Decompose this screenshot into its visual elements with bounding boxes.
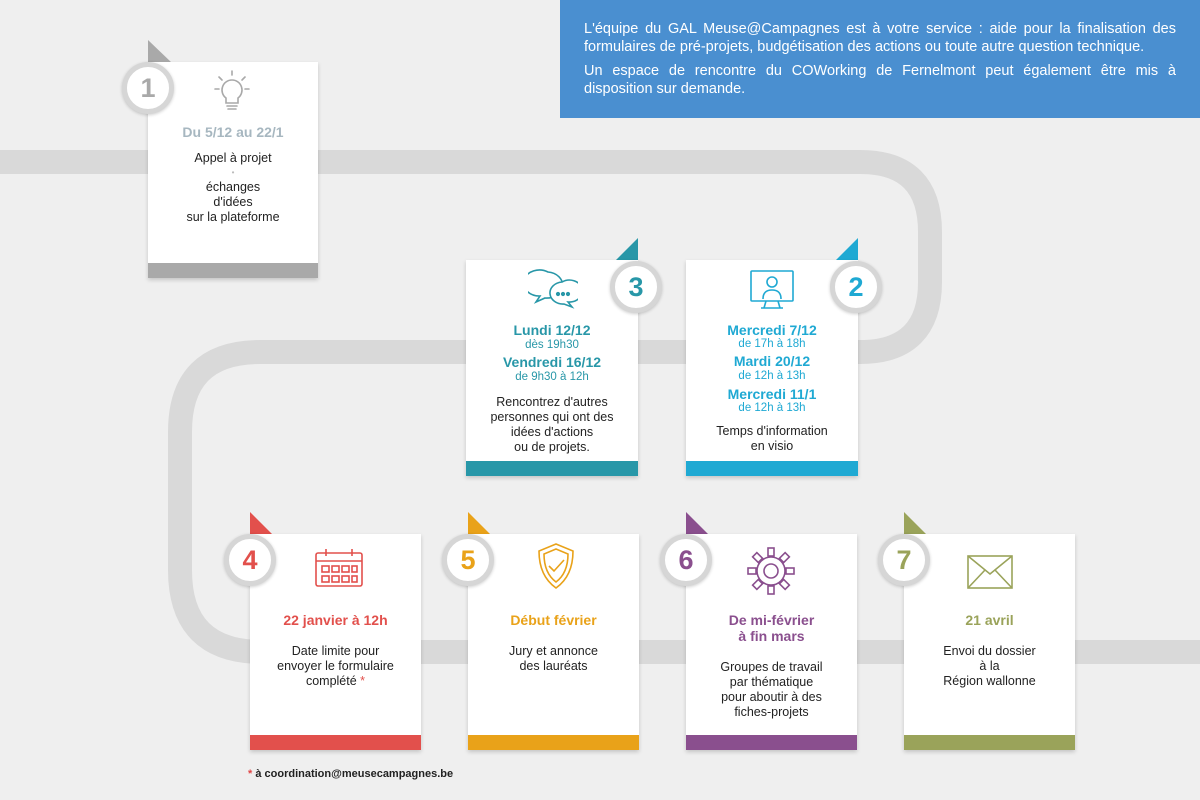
step-1-date: Du 5/12 au 22/1 (182, 124, 284, 140)
info-box (560, 0, 1200, 118)
step-3-line: idées d'actions (510, 425, 594, 439)
step-3-line: personnes qui ont des (490, 410, 614, 424)
gear-icon (746, 546, 796, 596)
step-6-date (686, 612, 857, 644)
step-3-session-2-time: de 9h30 à 12h (515, 371, 589, 383)
step-4-card (250, 534, 421, 750)
step-6-bar (686, 735, 857, 750)
step-3-session-1-time: dès 19h30 (525, 339, 579, 351)
shield-check-icon (536, 542, 576, 590)
step-4-number: 4 (224, 534, 276, 586)
step-4-line: complété (305, 674, 357, 688)
step-3-session-1-day: Lundi 12/12 (513, 322, 591, 338)
step-1-card (148, 62, 318, 278)
step-7-date: 21 avril (965, 612, 1014, 628)
step-1-description (148, 151, 318, 225)
step-5-line: des lauréats (519, 659, 588, 673)
step-6-line: pour aboutir à des (721, 690, 822, 704)
step-2-session-2-time: de 12h à 13h (738, 370, 806, 382)
step-2-session-1-day: Mercredi 7/12 (727, 322, 817, 338)
step-5-card (468, 534, 639, 750)
step-3-session-2-day: Vendredi 16/12 (502, 354, 602, 370)
step-5-number: 5 (442, 534, 494, 586)
step-6-line: fiches-projets (734, 705, 809, 719)
step-2-number: 2 (830, 261, 882, 313)
step-3-line: Rencontrez d'autres (496, 395, 608, 409)
info-paragraph-1: L'équipe du GAL Meuse@Campagnes est à votre service : aide pour la finalisation des formulaires de pré-projets, budgétisation des actions ou toute autre question technique. (584, 21, 1176, 55)
step-4-line: envoyer le formulaire (277, 659, 394, 673)
step-2-session-1-time: de 17h à 18h (738, 338, 806, 350)
step-7-line: à la (979, 659, 1000, 673)
chat-bubbles-icon (528, 268, 578, 310)
step-5-bar (468, 735, 639, 750)
step-1-separator: • (231, 168, 235, 177)
step-4-bar (250, 735, 421, 750)
step-4-line-with-asterisk (250, 674, 421, 689)
step-6-date-line: De mi-février (728, 612, 815, 628)
step-5-date: Début février (510, 612, 597, 628)
footnote-star: * (248, 768, 253, 780)
calendar-icon (314, 548, 364, 588)
step-1-number: 1 (122, 62, 174, 114)
step-4-description (250, 644, 421, 689)
step-2-line: Temps d'information (716, 424, 828, 438)
step-1-bar (148, 263, 318, 278)
step-6-description (686, 660, 857, 720)
computer-user-icon (749, 269, 795, 311)
step-2-bar (686, 461, 858, 476)
step-3-description (466, 395, 638, 455)
step-6-line: par thématique (729, 675, 814, 689)
step-1-line: échanges (205, 180, 261, 194)
step-7-line: Envoi du dossier (943, 644, 1036, 658)
step-1-line: d'idées (213, 195, 253, 209)
step-2-session-3-time: de 12h à 13h (738, 402, 806, 414)
step-4-date: 22 janvier à 12h (283, 612, 388, 628)
lightbulb-icon (212, 70, 252, 116)
step-7-number: 7 (878, 534, 930, 586)
step-1-line: sur la plateforme (186, 210, 280, 224)
step-2-session-3-day: Mercredi 11/1 (727, 386, 817, 402)
info-paragraph-2: Un espace de rencontre du COWorking de Fernelmont peut également être mis à disposition sur demande. (584, 63, 1176, 97)
envelope-icon (966, 554, 1014, 590)
step-6-number: 6 (660, 534, 712, 586)
step-5-description (468, 644, 639, 674)
step-6-date-line: à fin mars (738, 628, 805, 644)
step-6-card (686, 534, 857, 750)
step-3-number: 3 (610, 261, 662, 313)
footnote (248, 768, 453, 780)
step-3-line: ou de projets. (514, 440, 590, 454)
step-2-session-2-day: Mardi 20/12 (733, 353, 811, 369)
step-7-description (904, 644, 1075, 689)
step-2-line: en visio (750, 439, 794, 453)
step-7-card (904, 534, 1075, 750)
step-5-line: Jury et annonce (509, 644, 598, 658)
footnote-email: à coordination@meusecampagnes.be (252, 768, 454, 780)
step-3-bar (466, 461, 638, 476)
step-6-line: Groupes de travail (720, 660, 823, 674)
step-1-line: Appel à projet (194, 151, 272, 165)
step-7-line: Région wallonne (943, 674, 1036, 688)
step-4-asterisk: * (360, 674, 366, 688)
step-2-description (686, 424, 858, 454)
step-4-line: Date limite pour (291, 644, 380, 658)
step-7-bar (904, 735, 1075, 750)
